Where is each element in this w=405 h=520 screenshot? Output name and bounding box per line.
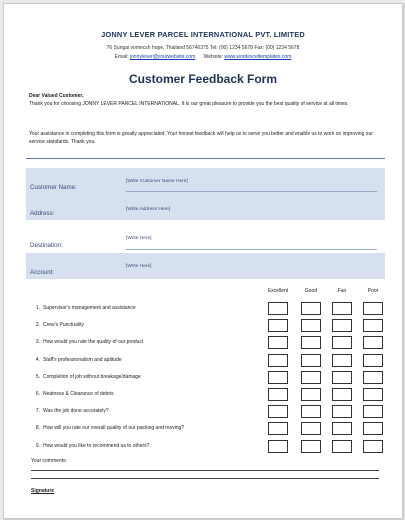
website-link[interactable]: www.wordexceltemplates.com — [224, 54, 292, 60]
rating-checkbox-poor[interactable] — [363, 336, 383, 349]
company-name: JONNY LEVER PARCEL INTERNATIONAL PVT. LIMITED — [101, 30, 305, 39]
rating-header-poor: Poor — [367, 288, 379, 294]
rating-header-good: Good — [304, 288, 318, 294]
rating-checkbox-fair[interactable] — [332, 405, 352, 418]
rating-checkbox-poor[interactable] — [363, 371, 383, 384]
rating-checkbox-excellent[interactable] — [268, 354, 288, 367]
rating-checkbox-excellent[interactable] — [268, 319, 288, 332]
rating-checkbox-good[interactable] — [301, 319, 321, 332]
rating-checkbox-good[interactable] — [301, 302, 321, 315]
comments-label: Your comments: — [31, 458, 67, 464]
rating-checkbox-excellent[interactable] — [268, 388, 288, 401]
customer-name-label: Customer Name: — [30, 184, 77, 191]
rating-checkbox-poor[interactable] — [363, 319, 383, 332]
account-input[interactable]: [Write Here] — [126, 264, 152, 269]
question-text: Supervisor's management and assistance — [43, 305, 136, 311]
rating-checkbox-fair[interactable] — [332, 371, 352, 384]
rating-checkbox-good[interactable] — [301, 354, 321, 367]
account-label: Account: — [30, 269, 55, 276]
rating-checkbox-poor[interactable] — [363, 405, 383, 418]
form-title: Customer Feedback Form — [128, 72, 278, 86]
rating-checkbox-poor[interactable] — [363, 388, 383, 401]
rating-checkbox-good[interactable] — [301, 422, 321, 435]
question-number: 7. — [35, 408, 40, 415]
rating-checkbox-excellent[interactable] — [268, 422, 288, 435]
question-text: Was the job done accurately? — [43, 408, 109, 415]
company-address: 76 Sungai vomecsh hope, Thailand 56746375 Tel: (00) 1234 5678 Fax: (00) 1234 5678 — [106, 45, 300, 51]
signature-label: Signature — [31, 488, 55, 494]
rating-checkbox-fair[interactable] — [332, 422, 352, 435]
destination-field — [26, 226, 385, 252]
question-number: 4. — [35, 356, 40, 363]
rating-checkbox-fair[interactable] — [332, 388, 352, 401]
destination-input[interactable]: [Write Here] — [126, 236, 152, 241]
rating-checkbox-good[interactable] — [301, 405, 321, 418]
question-number: 2. — [35, 322, 40, 329]
question-text: Completion of job without breakage/damage — [43, 373, 141, 380]
customer-name-input[interactable]: [Write Customer Name Here] — [126, 179, 188, 184]
destination-label: Destination: — [30, 242, 63, 249]
rating-checkbox-fair[interactable] — [332, 440, 352, 453]
rating-checkbox-good[interactable] — [301, 371, 321, 384]
rating-checkbox-excellent[interactable] — [268, 336, 288, 349]
question-number: 1. — [35, 305, 40, 311]
email-label: Email: — [114, 54, 129, 60]
address-field — [26, 194, 385, 220]
field-underline — [126, 191, 377, 192]
account-field — [26, 253, 385, 279]
question-number: 3. — [35, 339, 40, 346]
section-divider — [26, 158, 385, 159]
rating-checkbox-fair[interactable] — [332, 319, 352, 332]
question-text: How would you like to recommend us to others? — [43, 442, 150, 449]
question-text: Neatness & Clearance of debris — [43, 391, 114, 397]
rating-checkbox-poor[interactable] — [363, 422, 383, 435]
rating-checkbox-poor[interactable] — [363, 302, 383, 315]
greeting: Dear Valued Customer, — [29, 93, 84, 99]
rating-checkbox-good[interactable] — [301, 388, 321, 401]
rating-checkbox-good[interactable] — [301, 440, 321, 453]
rating-checkbox-fair[interactable] — [332, 302, 352, 315]
question-text: How will you rate our overall quality of our packing and moving? — [43, 425, 185, 432]
rating-checkbox-poor[interactable] — [363, 440, 383, 453]
rating-checkbox-poor[interactable] — [363, 354, 383, 367]
question-text: Staff's professionalism and aptitude — [43, 356, 122, 363]
customer-name-field — [26, 168, 385, 194]
field-underline — [126, 249, 377, 250]
rating-checkbox-excellent[interactable] — [268, 440, 288, 453]
rating-header-fair: Fair — [337, 288, 347, 294]
rating-checkbox-excellent[interactable] — [268, 371, 288, 384]
comments-line[interactable] — [31, 478, 379, 479]
rating-checkbox-good[interactable] — [301, 336, 321, 349]
address-label: Address: — [30, 210, 55, 217]
question-number: 9. — [35, 442, 40, 449]
address-input[interactable]: [Write Address Here] — [126, 207, 171, 212]
intro-paragraph-2: Your assistance in completing this form is greatly appreciated. Your honest feedback will help us to serve you better and enable us to work on improving our service standards. Thank you. — [29, 131, 373, 145]
question-number: 8. — [35, 425, 40, 432]
question-text: Crew's Punctuality — [43, 322, 84, 329]
rating-checkbox-fair[interactable] — [332, 354, 352, 367]
question-number: 5. — [35, 373, 40, 380]
website-label: Website: — [203, 54, 224, 60]
question-number: 6. — [35, 391, 40, 397]
comments-line[interactable] — [31, 470, 379, 471]
rating-checkbox-excellent[interactable] — [268, 405, 288, 418]
contact-line — [4, 54, 402, 60]
rating-checkbox-fair[interactable] — [332, 336, 352, 349]
rating-checkbox-excellent[interactable] — [268, 302, 288, 315]
intro-paragraph-1: Thank you for choosing JONNY LEVER PARCEL INTERNATIONAL. It is our great pleasure to provide you the best quality of service at all times. — [29, 101, 349, 107]
question-text: How would you rate the quality of our product — [43, 339, 144, 346]
email-link[interactable]: jonnylever@yourwebsite.com — [129, 54, 196, 60]
feedback-form-page — [3, 3, 403, 519]
rating-header-excellent: Excellent — [267, 288, 289, 294]
